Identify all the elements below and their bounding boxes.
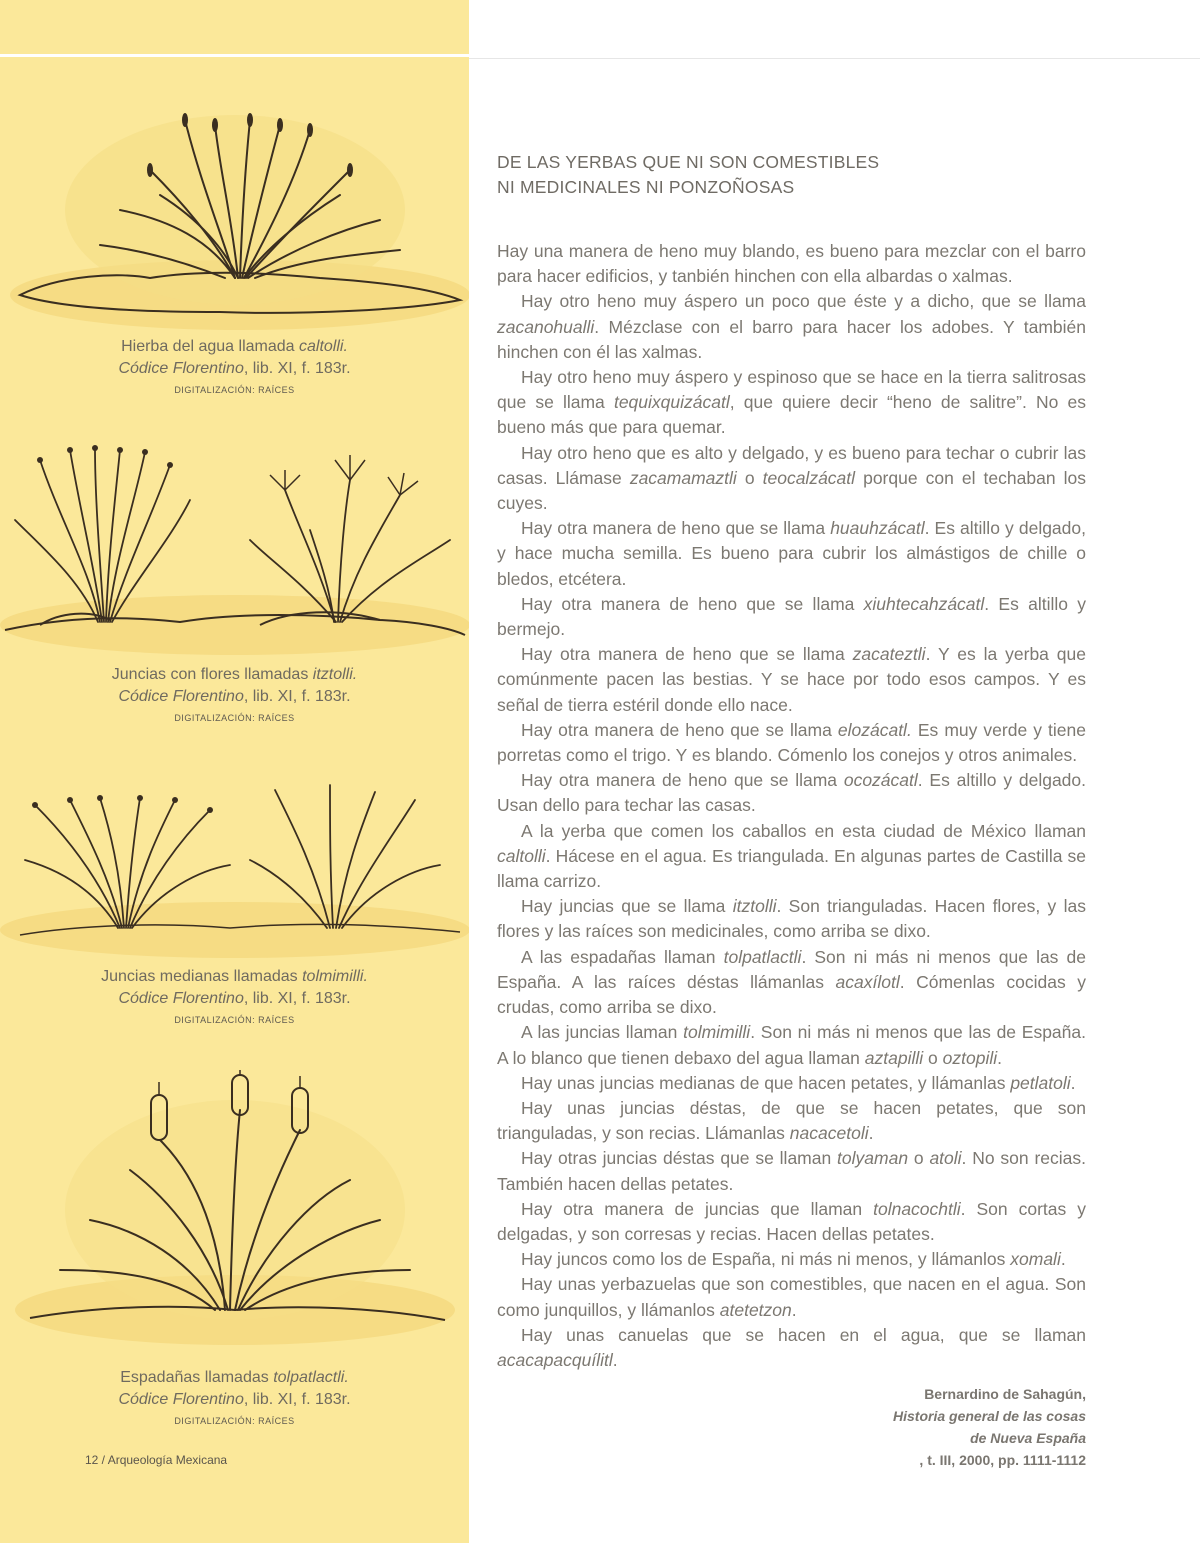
paragraph-text: Hay otras juncias déstas que se llaman xyxy=(521,1148,838,1169)
paragraph-text: . Cómenlas cocidas y crudas, como arriba se dixo. xyxy=(497,971,1086,1018)
paragraph xyxy=(497,1323,1086,1373)
paragraph-text: Es muy verde y tiene porretas como el trigo. Y es blando. Cómenlo los conejos y otros animales. xyxy=(497,719,1086,766)
paragraph-text: . xyxy=(997,1047,1002,1068)
paragraph-text: Hay otro heno muy áspero un poco que éste y a dicho, que se llama xyxy=(521,291,1086,312)
paragraph xyxy=(497,1247,1086,1272)
paragraph xyxy=(497,1197,1086,1247)
paragraph-text: . Son cortas y delgadas, y son corresas y recias. Hacen dellas petates. xyxy=(497,1198,1086,1244)
caption-source: Códice Florentino, lib. XI, f. 183r. xyxy=(118,990,351,1007)
paragraph-text: . Es altillo y delgado, y hace mucha semilla. Es bueno para cubrir los almástigos de chille o bledos, etcétera. xyxy=(497,518,1086,589)
paragraph-text: . Es altillo y bermejo. xyxy=(497,593,1087,640)
attribution-line-1: Bernardino de Sahagún, Historia general de las cosas xyxy=(893,1386,1086,1425)
paragraph-text: Hay otro heno que es alto y delgado, y es bueno para techar o cubrir las casas. Llámase xyxy=(497,442,1086,488)
term-italic: zacateztli xyxy=(852,644,926,665)
caltolli-caption xyxy=(0,336,469,398)
term-italic: oztopili xyxy=(942,1047,998,1068)
term-italic: acacapacquílitl xyxy=(497,1349,613,1370)
paragraph xyxy=(497,945,1086,1021)
paragraph-text: o xyxy=(908,1148,930,1169)
paragraph-text: Hay otra manera de heno que se llama xyxy=(521,644,853,665)
tolmimilli-caption xyxy=(0,966,469,1028)
paragraph xyxy=(497,239,1086,289)
caption-credit: DIGITALIZACIÓN: RAÍCES xyxy=(174,1416,295,1426)
paragraph-text: . Y es la yerba que comúnmente pacen las bestias. Y se hace por todo esos campos. Y es señal de tierra estéril donde ello nace. xyxy=(497,644,1086,715)
paragraph-text: A las espadañas llaman xyxy=(521,946,724,967)
paragraph-text: o xyxy=(923,1047,943,1068)
caption-credit: DIGITALIZACIÓN: RAÍCES xyxy=(174,713,295,723)
paragraph-text: A la yerba que comen los caballos en esta ciudad de México llaman xyxy=(521,820,1086,841)
attribution xyxy=(497,1383,1086,1471)
term-italic: tolpatlactli xyxy=(723,946,802,967)
sidebar-divider xyxy=(0,54,469,57)
term-italic: xomali xyxy=(1010,1249,1061,1270)
paragraph-text: . Mézclase con el barro para hacer los adobes. Y también hinchen con él las xalmas. xyxy=(497,316,1086,362)
itztolli-caption xyxy=(0,664,469,726)
paragraph-text: . xyxy=(868,1123,874,1144)
paragraph xyxy=(497,894,1086,944)
paragraph-text: , que quiere decir “heno de salitre”. No es bueno más que para quemar. xyxy=(497,392,1086,438)
article xyxy=(497,150,1086,1471)
paragraph-text: Hay unas juncias déstas, de que se hacen petates, que son trianguladas, y son recias. Llámanlas xyxy=(497,1097,1086,1144)
term-italic: tolnacochtli xyxy=(873,1198,961,1219)
paragraph-text: . xyxy=(791,1299,797,1320)
tolmimilli-illustration xyxy=(0,770,469,960)
term-italic: acaxílotl xyxy=(835,971,900,992)
tolpatlactli-illustration xyxy=(0,1070,469,1350)
paragraph xyxy=(497,592,1086,642)
paragraph xyxy=(497,289,1086,365)
paragraph xyxy=(497,1096,1086,1146)
caltolli-illustration xyxy=(0,100,469,330)
term-italic: zacanohualli xyxy=(497,316,595,337)
term-italic: elozácatl. xyxy=(837,719,912,740)
term-italic: huauhzácatl xyxy=(830,518,925,539)
paragraph-text: Hay unas canuelas que se hacen en el agua, que se llaman xyxy=(521,1324,1086,1345)
caption-title: Hierba del agua llamada caltolli. xyxy=(121,338,348,355)
paragraph xyxy=(497,365,1086,441)
paragraph-text: porque con el techaban los cuyes. xyxy=(497,467,1086,514)
paragraph-text: Hay otra manera de heno que se llama xyxy=(521,719,838,740)
paragraph xyxy=(497,1020,1086,1070)
term-italic: aztapilli xyxy=(864,1047,924,1068)
paragraph-text: . xyxy=(612,1349,618,1370)
paragraph-text: Hay unas yerbazuelas que son comestibles, que nacen en el agua. Son como junquillos, y llámanlos xyxy=(497,1274,1086,1320)
caption-source: Códice Florentino, lib. XI, f. 183r. xyxy=(118,360,351,377)
term-italic: tolyaman xyxy=(837,1148,909,1169)
term-italic: xiuhtecahzácatl xyxy=(863,593,985,614)
paragraph-text: . Son ni más ni menos que las de España. A lo blanco que tienen debaxo del agua llaman xyxy=(497,1022,1086,1068)
caption-title: Espadañas llamadas tolpatlactli. xyxy=(120,1369,349,1386)
heading-line-1: DE LAS YERBAS QUE NI SON COMESTIBLES xyxy=(497,152,880,172)
term-italic: teocalzácatl xyxy=(762,467,856,488)
term-italic: nacacetoli xyxy=(789,1123,869,1144)
paragraph xyxy=(497,1071,1086,1096)
caption-source: Códice Florentino, lib. XI, f. 183r. xyxy=(118,688,351,705)
paragraph-text: . xyxy=(1070,1072,1076,1093)
article-heading xyxy=(497,150,1086,200)
paragraph-text: . No son recias. También hacen dellas petates. xyxy=(497,1148,1086,1194)
itztolli-illustration xyxy=(0,440,469,660)
paragraph-text: o xyxy=(736,467,763,488)
paragraph-text: . xyxy=(1060,1249,1066,1270)
paragraph xyxy=(497,516,1086,592)
paragraph-text: . Son trianguladas. Hacen flores, y las flores y las raíces son medicinales, como arriba se dixo. xyxy=(497,896,1086,942)
article-body xyxy=(497,239,1086,1373)
caption-credit: DIGITALIZACIÓN: RAÍCES xyxy=(174,1015,295,1025)
term-italic: zacamamaztli xyxy=(629,467,737,488)
paragraph-text: . Hácese en el agua. Es triangulada. En algunas partes de Castilla se llama carrizo. xyxy=(497,845,1086,892)
paragraph-text: Hay juncos como los de España, ni más ni menos, y llámanlos xyxy=(521,1249,1011,1270)
attribution-line-2: de Nueva España , t. III, 2000, pp. 1111-1112 xyxy=(919,1430,1086,1469)
paragraph-text: . Son ni más ni menos que las de España. A las raíces déstas llámanlas xyxy=(497,946,1086,992)
paragraph xyxy=(497,1272,1086,1322)
header-divider xyxy=(469,58,1200,59)
paragraph xyxy=(497,768,1086,818)
paragraph xyxy=(497,441,1086,517)
term-italic: tolmimilli xyxy=(683,1022,751,1043)
caption-title: Juncias medianas llamadas tolmimilli. xyxy=(101,968,368,985)
term-italic: ocozácatl xyxy=(843,770,918,791)
paragraph-text: A las juncias llaman xyxy=(521,1022,684,1043)
tolpatlactli-caption xyxy=(0,1367,469,1429)
paragraph-text: Hay otro heno muy áspero y espinoso que se hace en la tierra salitrosas que se llama xyxy=(497,367,1086,413)
term-italic: atetetzon xyxy=(719,1299,792,1320)
heading-line-2: NI MEDICINALES NI PONZOÑOSAS xyxy=(497,177,795,197)
paragraph-text: . Es altillo y delgado. Usan dello para techar las casas. xyxy=(497,770,1087,816)
illustration-sidebar xyxy=(0,0,469,1543)
paragraph xyxy=(497,718,1086,768)
paragraph-text: Hay juncias que se llama xyxy=(521,896,733,917)
paragraph-text: Hay una manera de heno muy blando, es bueno para mezclar con el barro para hacer edificios, y tanbién hinchen con ella albardas o xalmas. xyxy=(497,241,1086,287)
paragraph-text: Hay otra manera de heno que se llama xyxy=(521,518,831,539)
page-folio: 12 / Arqueología Mexicana xyxy=(85,1453,228,1467)
term-italic: atoli xyxy=(929,1148,962,1169)
caption-credit: DIGITALIZACIÓN: RAÍCES xyxy=(174,385,295,395)
term-italic: itztolli xyxy=(732,896,777,917)
term-italic: caltolli xyxy=(497,845,546,866)
caption-source: Códice Florentino, lib. XI, f. 183r. xyxy=(118,1391,351,1408)
paragraph xyxy=(497,642,1086,718)
paragraph-text: Hay unas juncias medianas de que hacen petates, y llámanlas xyxy=(521,1072,1011,1093)
paragraph-text: Hay otra manera de juncias que llaman xyxy=(521,1198,874,1219)
paragraph-text: Hay otra manera de heno que se llama xyxy=(521,593,864,614)
paragraph xyxy=(497,819,1086,895)
term-italic: petlatoli xyxy=(1010,1072,1071,1093)
term-italic: tequixquizácatl xyxy=(613,392,730,413)
caption-title: Juncias con flores llamadas itztolli. xyxy=(111,666,358,683)
paragraph xyxy=(497,1146,1086,1196)
paragraph-text: Hay otra manera de heno que se llama xyxy=(521,770,844,791)
